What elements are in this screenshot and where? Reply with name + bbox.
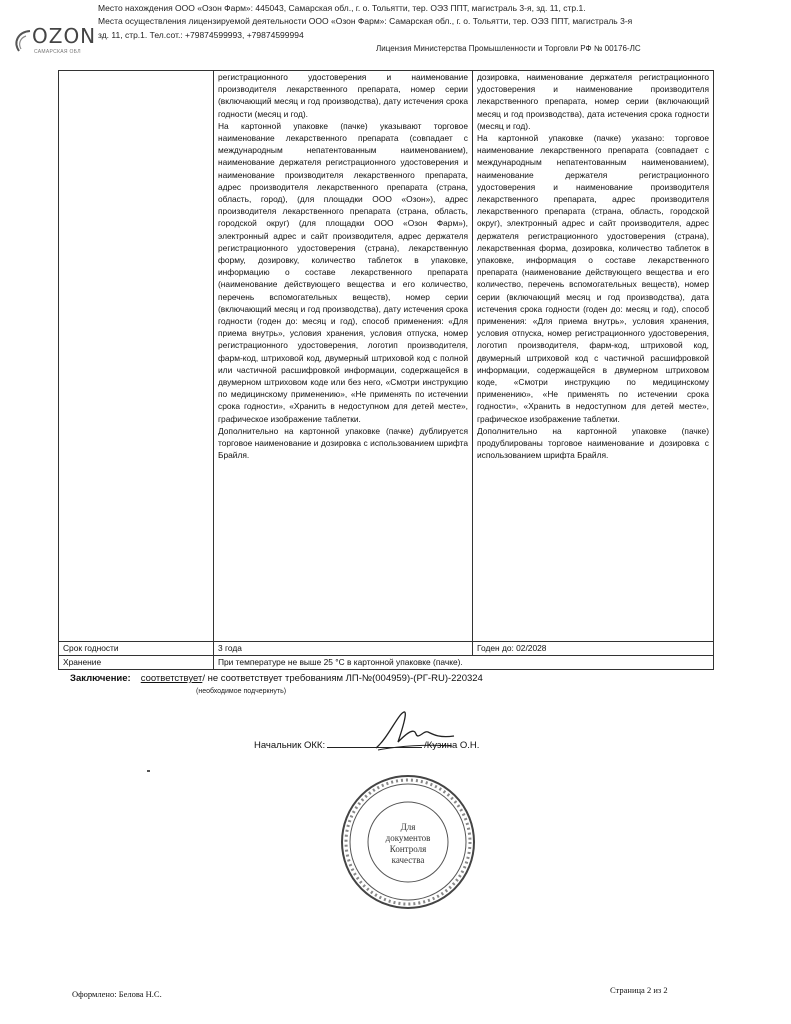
table-row <box>59 71 714 642</box>
result-text: дозировка, наименование держателя регистрационного удостоверения и наименование производителя лекарственного препарата, номер серии (включающий месяц и год производства), дата истечения срока годности (месяц и год). На картонной упаковке (пачке) указано: торговое наименование лекарственного препарата (совпадает с международным непатентованным наименованием), наименование держателя регистрационного удостоверения и наименование производителя лекарственного препарата, адрес производителя лекарственного препарата (страна, область, городской округ), электронный адрес и сайт производителя, адрес держателя регистрационного удостоверения (страна), лекарственная форма, дозировка, количество таблеток в упаковке, информация о составе лекарственного препарата (наименование действующего вещества и его количество, перечень вспомогательных веществ), номер серии (включающий месяц и год производства), дата истечения срока годности (годен до: месяц и год), способ применения: «Для приема внутрь», условия хранения, условия отпуска, номер регистрационного удостоверения, логотип производителя, фарм-код, штриховой код, двумерный штриховой код с частичной расшифровкой информации, содержащейся в двумерном штриховом коде, «Смотри инструкцию по медицинскому применению», «Не применять по истечении срока годности», «Хранить в недоступном для детей месте», графическое изображение таблетки. Дополнительно на картонной упаковке (пачке) продублированы торговое наименование и дозировка с использованием шрифта Брайля. <box>477 72 709 461</box>
scan-speck <box>147 770 150 772</box>
logo-subtext: САМАРСКАЯ ОБЛ <box>34 49 81 55</box>
footer-prepared-by: Оформлено: Белова Н.С. <box>72 989 162 999</box>
specification-table <box>58 70 714 670</box>
shelf-life-label: Срок годности <box>59 642 214 656</box>
conclusion-label: Заключение: <box>70 673 131 684</box>
storage-spec: При температуре не выше 25 °С в картонной упаковке (пачке). <box>214 656 714 670</box>
license-line: Лицензия Министерства Промышленности и Торговли РФ № 00176-ЛС <box>376 44 641 53</box>
storage-label: Хранение <box>59 656 214 670</box>
table-row-shelf-life <box>59 642 714 656</box>
table-row-storage <box>59 656 714 670</box>
stamp-line-2: документов <box>385 833 431 843</box>
signoff-name: /Кузина О.Н. <box>424 740 480 751</box>
signature-line <box>327 747 422 748</box>
footer-page-number: Страница 2 из 2 <box>610 985 668 995</box>
document-header <box>98 2 632 42</box>
stamp-line-3: Контроля <box>389 844 427 854</box>
signoff <box>254 740 479 751</box>
requirement-cell <box>214 71 473 642</box>
company-logo <box>10 24 97 64</box>
shelf-life-spec: 3 года <box>214 642 473 656</box>
shelf-life-result: Годен до: 02/2028 <box>473 642 714 656</box>
conclusion-selected-option: соответствует <box>140 673 203 684</box>
logo-swoosh-icon <box>12 28 34 54</box>
row-label-cell <box>59 71 214 642</box>
stamp-line-1: Для <box>400 822 416 832</box>
result-cell <box>473 71 714 642</box>
quality-control-stamp <box>338 772 478 912</box>
requirement-text: регистрационного удостоверения и наименование производителя лекарственного препарата, номер серии (включающий месяц и год производства), дату истечения срока годности (месяц и год). На картонной упаковке (пачке) указывают торговое наименование лекарственного препарата (совпадает с международным непатентованным наименованием), наименование держателя регистрационного удостоверения и наименование производителя лекарственного препарата, адрес производителя лекарственного препарата (страна, область, город), (для площадки ООО «Озон»), адрес производителя лекарственного препарата (страна, область, городской округ) (для площадки ООО «Озон Фарм»), электронный адрес и сайт производителя, адрес держателя регистрационного удостоверения (страна), лекарственную форму, дозировку, количество таблеток в упаковке, информацию о составе лекарственного препарата (наименование действующего вещества и его количество, перечень вспомогательных веществ), номер серии (включающий месяц и год производства), дату истечения срока годности (годен до: месяц и год), способ применения: «Для приема внутрь», условия хранения, условия отпуска, номер регистрационного удостоверения, логотип производителя, фарм-код, штриховой код, двумерный штриховой код с полной или частичной расшифровкой информации, содержащейся в двумерном штриховом коде или без него, «Смотри инструкцию по медицинскому применению», «Не применять по истечении срока годности», «Хранить в недоступном для детей месте», графическое изображение таблетки. Дополнительно на картонной упаковке (пачке) дублируется торговое наименование и дозировка с использованием шрифта Брайля. <box>218 72 468 461</box>
header-line-3: зд. 11, стр.1. Тел.сот.: +79874599993, +79874599994 <box>98 29 304 40</box>
logo-text: OZON <box>32 24 97 48</box>
signoff-title: Начальник ОКК: <box>254 740 326 751</box>
conclusion-rest: / не соответствует требованиям ЛП-№(004959)-(РГ-RU)-220324 <box>202 673 483 684</box>
conclusion-note: (необходимое подчеркнуть) <box>196 688 287 695</box>
conclusion <box>70 673 483 684</box>
stamp-line-4: качества <box>391 855 425 865</box>
header-line-2: Места осуществления лицензируемой деятельности ООО «Озон Фарм»: Самарская обл., г. о. Тольятти, тер. ОЭЗ ППТ, магистраль 3-я <box>98 16 633 27</box>
header-line-1: Место нахождения ООО «Озон Фарм»: 445043, Самарская обл., г. о. Тольятти, тер. ОЭЗ ППТ, магистраль 3-я, зд. 11, стр.1. <box>98 3 586 13</box>
